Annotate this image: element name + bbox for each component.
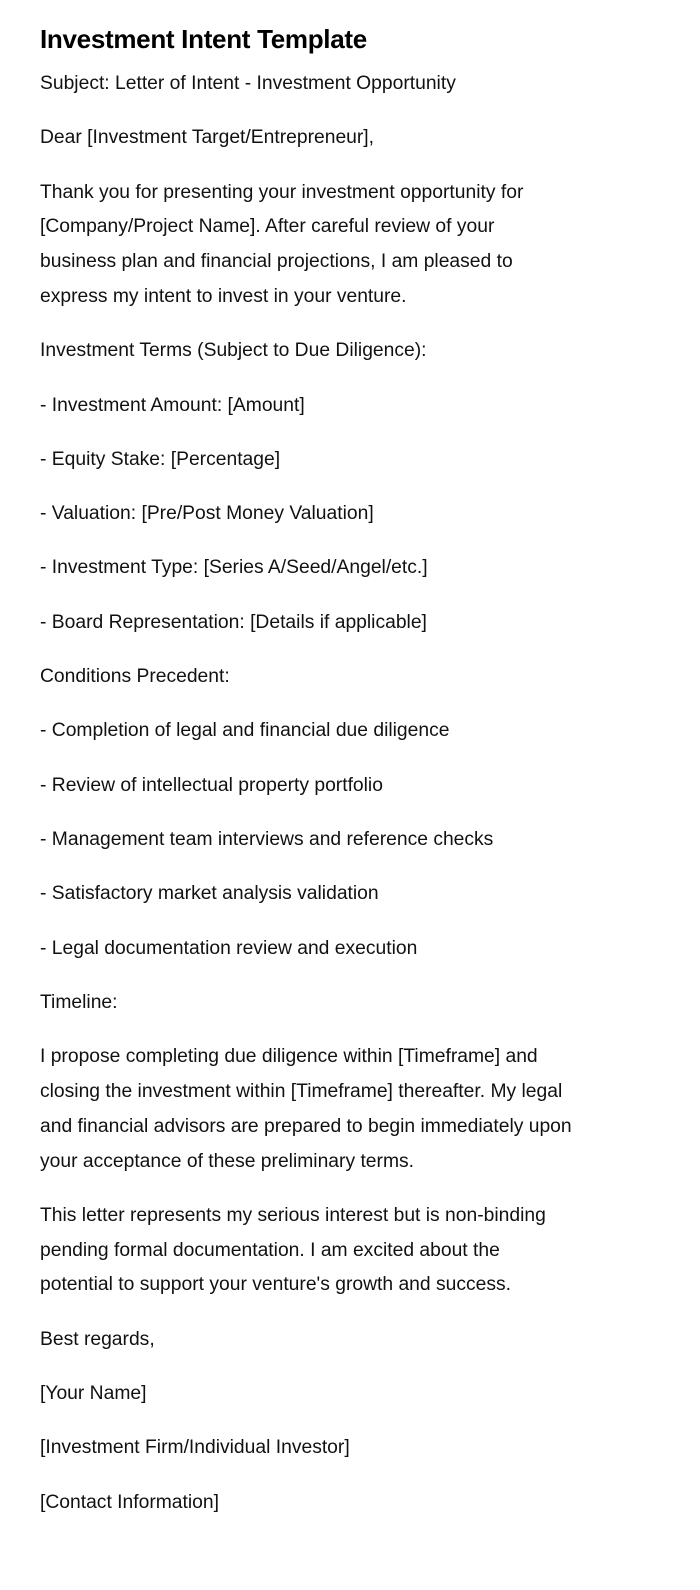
text-line: - Review of intellectual property portfolio [40, 774, 383, 796]
text-line: [Contact Information] [40, 1491, 219, 1513]
paragraph [40, 660, 700, 695]
text-line: potential to support your venture's growth and success. [40, 1274, 511, 1296]
text-line: - Completion of legal and financial due diligence [40, 720, 450, 742]
paragraph [40, 389, 700, 424]
paragraph [40, 823, 700, 858]
paragraph [40, 986, 700, 1021]
paragraph [40, 176, 700, 315]
text-line: Timeline: [40, 991, 118, 1013]
paragraph [40, 932, 700, 967]
text-line: - Legal documentation review and execution [40, 937, 418, 959]
text-line: and financial advisors are prepared to begin immediately upon [40, 1115, 572, 1137]
paragraph [40, 1377, 700, 1412]
paragraph [40, 551, 700, 586]
paragraph [40, 714, 700, 749]
text-line: - Investment Amount: [Amount] [40, 394, 305, 416]
document-body [40, 67, 700, 1520]
text-line: closing the investment within [Timeframe] thereafter. My legal [40, 1080, 563, 1102]
paragraph [40, 334, 700, 369]
text-line: Best regards, [40, 1328, 155, 1350]
text-line: [Your Name] [40, 1383, 147, 1405]
paragraph [40, 443, 700, 478]
paragraph [40, 1040, 700, 1179]
text-line: Thank you for presenting your investment opportunity for [40, 181, 524, 203]
text-line: business plan and financial projections, I am pleased to [40, 251, 513, 273]
paragraph [40, 769, 700, 804]
text-line: - Investment Type: [Series A/Seed/Angel/etc.] [40, 557, 428, 579]
text-line: pending formal documentation. I am excited about the [40, 1239, 500, 1261]
paragraph [40, 1199, 700, 1303]
text-line: Dear [Investment Target/Entrepreneur], [40, 127, 375, 149]
paragraph [40, 877, 700, 912]
paragraph [40, 1431, 700, 1466]
text-line: Subject: Letter of Intent - Investment Opportunity [40, 73, 456, 94]
text-line: - Management team interviews and reference checks [40, 828, 494, 850]
paragraph [40, 606, 700, 641]
paragraph [40, 1486, 700, 1521]
paragraph [40, 121, 700, 156]
text-line: - Board Representation: [Details if applicable] [40, 611, 427, 633]
text-line: [Company/Project Name]. After careful review of your [40, 216, 495, 238]
text-line: your acceptance of these preliminary terms. [40, 1150, 415, 1172]
text-line: [Investment Firm/Individual Investor] [40, 1437, 350, 1459]
text-line: Conditions Precedent: [40, 666, 230, 688]
paragraph [40, 497, 700, 532]
paragraph [40, 67, 700, 102]
text-line: - Satisfactory market analysis validation [40, 883, 379, 905]
paragraph [40, 1323, 700, 1358]
text-line: Investment Terms (Subject to Due Diligence): [40, 340, 427, 362]
text-line: - Valuation: [Pre/Post Money Valuation] [40, 503, 374, 525]
document-title: Investment Intent Template [40, 24, 367, 54]
text-line: express my intent to invest in your venture. [40, 285, 407, 307]
text-line: - Equity Stake: [Percentage] [40, 448, 281, 470]
text-line: I propose completing due diligence within [Timeframe] and [40, 1046, 538, 1068]
text-line: This letter represents my serious interest but is non-binding [40, 1204, 546, 1226]
